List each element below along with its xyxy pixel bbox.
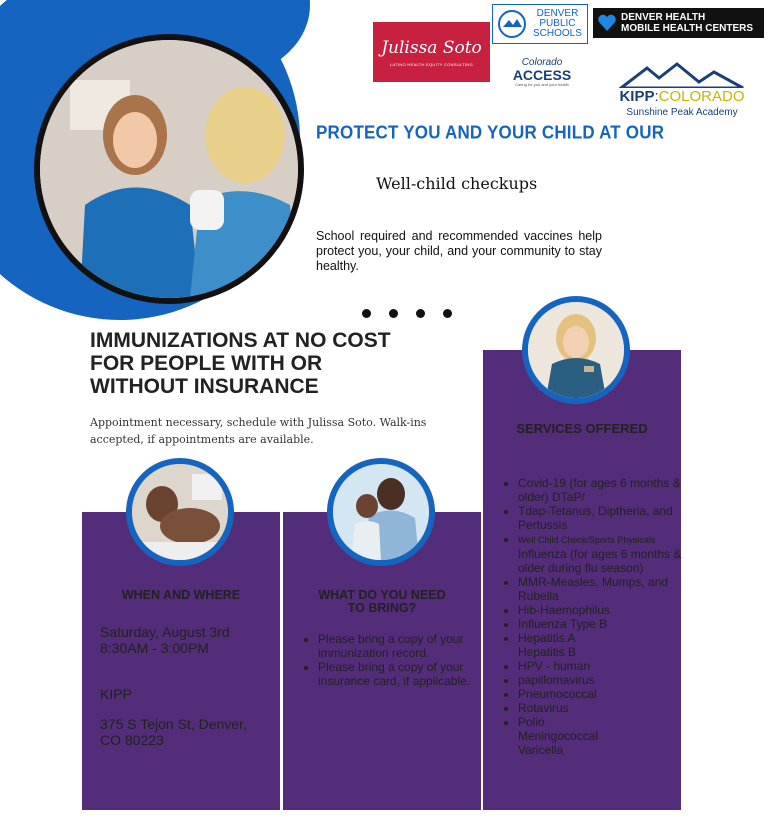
headline: PROTECT YOU AND YOUR CHILD AT OUR (316, 122, 665, 143)
list-item (518, 715, 694, 757)
services-title: SERVICES OFFERED (516, 421, 648, 436)
list-item: • Covid-19 (for ages 6 months & older) DTaP/ (518, 476, 694, 504)
list-item: • Rotavirus (518, 701, 694, 715)
list-item-a: • Polio (518, 715, 545, 729)
list-item: • Influenza Type B (518, 617, 694, 631)
list-item-small: • Well Child Check/Sports Physicals (518, 535, 656, 545)
list-item: • Pneumococcal (518, 687, 694, 701)
heart-icon (597, 13, 617, 33)
denver-health-logo (593, 8, 764, 38)
parent-and-child-photo (327, 458, 435, 566)
subhead: Well-child checkups (376, 174, 538, 193)
event-time: 8:30AM - 3:00PM (100, 640, 209, 656)
list-item-rest: Influenza (for ages 6 months & older during flu season) (518, 547, 682, 575)
appointment-note: Appointment necessary, schedule with Julissa Soto. Walk-ins accepted, if appointments are available. (90, 416, 427, 446)
intro-text: School required and recommended vaccines help protect you, your child, and your community to stay healthy. (316, 229, 602, 273)
kipp-logo-school: Sunshine Peak Academy (626, 107, 738, 118)
dps-emblem-icon (497, 9, 527, 39)
list-item-a: • Hepatitis A (518, 631, 576, 645)
list-item: • Hib-Haemophilus (518, 603, 694, 617)
list-item: • Please bring a copy of your insurance card, if applicable. (318, 660, 493, 688)
julissa-soto-logo-tagline: LATINO HEALTH EQUITY CONSULTING (389, 61, 473, 67)
julissa-soto-logo-name: Julissa Soto (381, 37, 482, 58)
list-item-c: Varicella (518, 743, 564, 757)
event-address-line1: 375 S Tejon St, Denver, (100, 716, 247, 732)
dps-logo-line1: DENVER (536, 8, 579, 19)
denver-health-logo-line2: MOBILE HEALTH CENTERS (621, 23, 754, 34)
event-date: Saturday, August 3rd (100, 624, 230, 640)
dot-icon (389, 309, 398, 318)
bring-title-line2: TO BRING? (347, 601, 417, 615)
colorado-access-logo-line2: ACCESS (512, 67, 572, 83)
kipp-logo-region: COLORADO (658, 88, 745, 105)
bring-list (300, 632, 493, 688)
main-title (90, 329, 470, 398)
colorado-access-logo-line1: Colorado (521, 57, 563, 68)
list-item: • HPV - human (518, 659, 694, 673)
list-item-b: Hepatitis B (518, 645, 577, 659)
colorado-access-logo (494, 50, 590, 94)
event-address-line2: CO 80223 (100, 732, 164, 748)
bring-title-line1: WHAT DO YOU NEED (318, 588, 446, 602)
event-place: KIPP (100, 686, 132, 702)
bring-title (283, 589, 481, 615)
dot-icon (443, 309, 452, 318)
kipp-logo-brand: KIPP (619, 88, 655, 105)
list-item: • Tdap-Tetanus, Diptheria, and Pertussis (518, 504, 694, 532)
main-title-line2: FOR PEOPLE WITH OR (90, 352, 323, 375)
dps-logo-line2: PUBLIC (539, 18, 576, 29)
nurse-vaccinating-child-photo (34, 34, 304, 304)
denver-health-logo-line1: DENVER HEALTH (621, 12, 706, 23)
girl-with-bandage-photo (522, 296, 630, 404)
baby-checkup-photo (126, 458, 234, 566)
dps-logo-line3: SCHOOLS (533, 28, 582, 39)
denver-public-schools-logo (492, 4, 588, 44)
list-item (518, 532, 694, 575)
main-title-line1: IMMUNIZATIONS AT NO COST (90, 329, 391, 352)
when-where-title: WHEN AND WHERE (121, 588, 241, 602)
when-where-details (100, 624, 275, 748)
julissa-soto-logo (373, 22, 490, 82)
list-item: • MMR-Measles, Mumps, and Rubella (518, 575, 694, 603)
dot-icon (362, 309, 371, 318)
colorado-access-logo-tagline: Caring for you and your health (515, 82, 569, 87)
list-item: • papillomavirus (518, 673, 694, 687)
kipp-colorado-logo: KIPP:COLORADO Sunshine Peak Academy (612, 44, 752, 118)
list-item-b: Meningococcal (518, 729, 599, 743)
main-title-line3: WITHOUT INSURANCE (90, 375, 319, 398)
list-item: • Please bring a copy of your immunization record. (318, 632, 493, 660)
services-list (500, 476, 694, 757)
mountain-icon (619, 62, 745, 88)
dot-icon (416, 309, 425, 318)
list-item (518, 631, 694, 659)
decorative-dots (362, 309, 452, 318)
